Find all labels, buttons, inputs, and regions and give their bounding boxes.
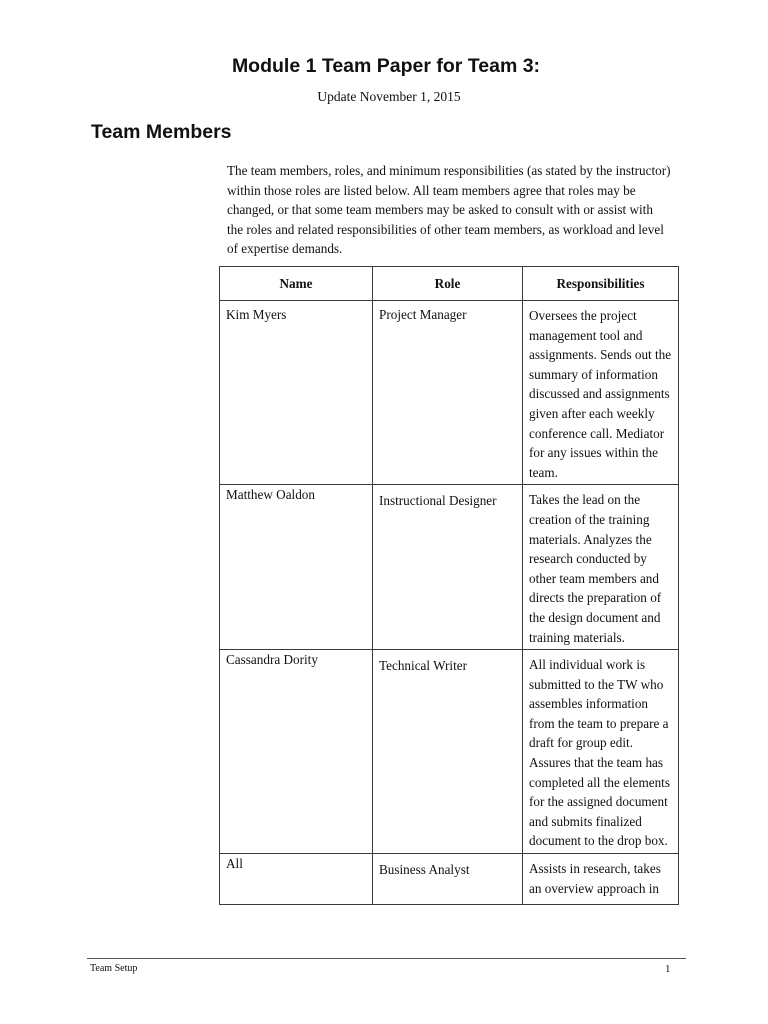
team-members-table: [219, 266, 679, 905]
member-role: Technical Writer: [379, 658, 468, 674]
member-name-cell: [220, 650, 373, 854]
member-role: Business Analyst: [379, 862, 470, 878]
document-title: Module 1 Team Paper for Team 3:: [231, 55, 541, 77]
member-name-cell: [220, 301, 373, 485]
member-name-cell: [220, 485, 373, 650]
footer-label: Team Setup: [90, 963, 138, 974]
column-header-role: Role: [373, 267, 523, 301]
document-date: Update November 1, 2015: [317, 89, 461, 104]
member-responsibilities: Assists in research, takes an overview approach in: [529, 861, 661, 896]
member-responsibilities: Takes the lead on the creation of the training materials. Analyzes the research conducted by other team members and directs the preparation of the design document and training materials.: [529, 492, 662, 645]
member-responsibilities-cell: [523, 854, 679, 905]
member-responsibilities-cell: [523, 650, 679, 854]
member-role-cell: [373, 650, 523, 854]
member-name: Cassandra Dority: [226, 652, 318, 668]
member-name-cell: [220, 854, 373, 905]
column-header-name: Name: [220, 267, 373, 301]
member-responsibilities-cell: [523, 301, 679, 485]
footer-divider: [87, 958, 686, 959]
member-responsibilities: Oversees the project management tool and assignments. Sends out the summary of information discussed and assignments given after each weekly conference call. Mediator for any issues within the team.: [529, 308, 672, 480]
page-number: 1: [665, 963, 671, 975]
table-row: [220, 854, 679, 905]
member-name: All: [226, 856, 243, 872]
table-row: [220, 650, 679, 854]
member-responsibilities-cell: [523, 485, 679, 650]
table-row: [220, 485, 679, 650]
member-role-cell: [373, 301, 523, 485]
member-role-cell: [373, 854, 523, 905]
member-role-cell: [373, 485, 523, 650]
member-role: Instructional Designer: [379, 493, 497, 509]
table-row: [220, 301, 679, 485]
member-name: Matthew Oaldon: [226, 487, 315, 503]
member-name: Kim Myers: [226, 307, 287, 322]
member-responsibilities: All individual work is submitted to the TW who assembles information from the team to prepare a draft for group edit. Assures that the team has completed all the elements for the assigned document and submits finalized document to the drop box.: [529, 657, 670, 849]
table-header-row: [220, 267, 679, 301]
section-heading: Team Members: [91, 121, 232, 143]
column-header-responsibilities: Responsibilities: [523, 267, 679, 301]
member-role: Project Manager: [379, 307, 467, 322]
intro-paragraph: The team members, roles, and minimum responsibilities (as stated by the instructor) within those roles are listed below. All team members agree that roles may be changed, or that some team members may be asked to consult with or assist with the roles and related responsibilities of other team members, as workload and level of expertise demands.: [227, 163, 671, 257]
